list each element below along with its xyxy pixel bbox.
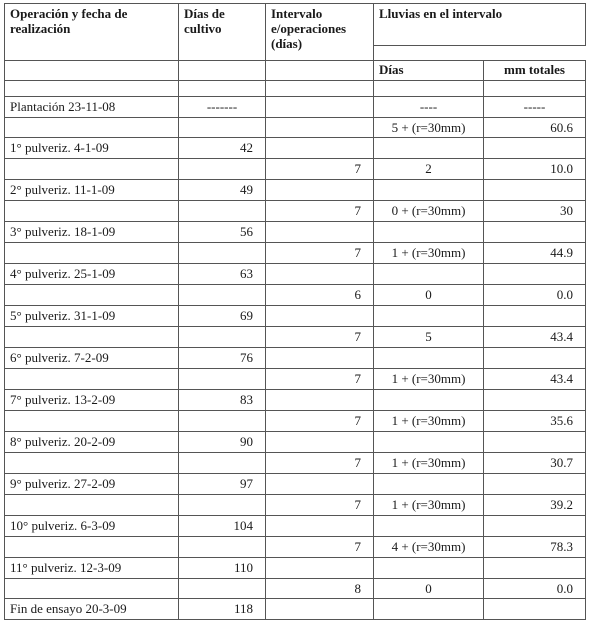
lluvia-dias-cell: 1 + (r=30mm) (374, 369, 484, 390)
operation-cell: 6° pulveriz. 7-2-09 (5, 348, 179, 369)
lluvia-mm-cell (484, 432, 586, 453)
operation-row (5, 97, 586, 118)
intervalo-cell (266, 222, 374, 243)
lluvia-dias-cell: 1 + (r=30mm) (374, 495, 484, 516)
interval-row (5, 537, 586, 558)
operation-cell: 8° pulveriz. 20-2-09 (5, 432, 179, 453)
dias-cultivo-cell: 83 (179, 390, 266, 411)
operation-cell (5, 495, 179, 516)
dias-cultivo-cell (179, 327, 266, 348)
interval-row (5, 453, 586, 474)
dias-cultivo-cell (179, 118, 266, 138)
lluvia-dias-cell (374, 180, 484, 201)
lluvia-dias-cell (374, 264, 484, 285)
intervalo-cell (266, 558, 374, 579)
interval-row (5, 159, 586, 180)
lluvia-mm-cell: 39.2 (484, 495, 586, 516)
dias-cultivo-cell: 49 (179, 180, 266, 201)
intervalo-cell (266, 118, 374, 138)
lluvia-mm-cell: 0.0 (484, 579, 586, 599)
dias-cultivo-cell: 76 (179, 348, 266, 369)
lluvia-mm-cell (484, 348, 586, 369)
operation-cell: 10° pulveriz. 6-3-09 (5, 516, 179, 537)
operation-cell: 4° pulveriz. 25-1-09 (5, 264, 179, 285)
lluvia-mm-cell (484, 222, 586, 243)
dias-cultivo-cell: 56 (179, 222, 266, 243)
lluvia-dias-cell (374, 474, 484, 495)
intervalo-cell: 7 (266, 495, 374, 516)
interval-row (5, 285, 586, 306)
intervalo-cell (266, 599, 374, 620)
lluvia-dias-cell: 4 + (r=30mm) (374, 537, 484, 558)
lluvia-dias-cell (374, 599, 484, 620)
dias-cultivo-cell (179, 285, 266, 306)
operation-cell (5, 579, 179, 599)
lluvia-dias-cell: 1 + (r=30mm) (374, 243, 484, 264)
dias-cultivo-cell: ------- (179, 97, 266, 118)
dias-cultivo-cell (179, 579, 266, 599)
lluvia-dias-cell: 5 + (r=30mm) (374, 118, 484, 138)
operation-cell (5, 537, 179, 558)
operation-row (5, 348, 586, 369)
operation-cell: 3° pulveriz. 18-1-09 (5, 222, 179, 243)
intervalo-cell (266, 97, 374, 118)
intervalo-cell: 7 (266, 453, 374, 474)
lluvia-mm-cell (484, 390, 586, 411)
interval-row (5, 495, 586, 516)
header-lluvias: Lluvias en el intervalo (374, 4, 586, 46)
subheader-blank-2 (179, 61, 266, 81)
operation-row (5, 432, 586, 453)
interval-row (5, 327, 586, 348)
intervalo-cell: 7 (266, 243, 374, 264)
dias-cultivo-cell: 118 (179, 599, 266, 620)
operation-cell: 9° pulveriz. 27-2-09 (5, 474, 179, 495)
intervalo-cell (266, 180, 374, 201)
operation-cell (5, 327, 179, 348)
dias-cultivo-cell (179, 201, 266, 222)
dias-cultivo-cell (179, 159, 266, 180)
dias-cultivo-cell: 63 (179, 264, 266, 285)
operation-cell (5, 118, 179, 138)
operation-row (5, 516, 586, 537)
dias-cultivo-cell (179, 243, 266, 264)
spacer-row (5, 81, 586, 97)
lluvia-dias-cell (374, 138, 484, 159)
header-mm-totales: mm totales (484, 61, 586, 81)
lluvia-dias-cell (374, 432, 484, 453)
operation-row (5, 474, 586, 495)
operation-cell: 2° pulveriz. 11-1-09 (5, 180, 179, 201)
lluvia-mm-cell (484, 599, 586, 620)
operation-cell: 1° pulveriz. 4-1-09 (5, 138, 179, 159)
intervalo-cell: 6 (266, 285, 374, 306)
intervalo-cell (266, 516, 374, 537)
intervalo-cell (266, 474, 374, 495)
lluvia-mm-cell: 10.0 (484, 159, 586, 180)
intervalo-cell: 7 (266, 159, 374, 180)
header-dias: Días (374, 61, 484, 81)
intervalo-cell: 7 (266, 537, 374, 558)
operation-cell (5, 285, 179, 306)
operation-row (5, 180, 586, 201)
interval-row (5, 243, 586, 264)
intervalo-cell (266, 390, 374, 411)
lluvia-mm-cell: 30 (484, 201, 586, 222)
intervalo-cell (266, 348, 374, 369)
operation-cell: 11° pulveriz. 12-3-09 (5, 558, 179, 579)
lluvia-dias-cell (374, 516, 484, 537)
header-dias-cultivo: Días de cultivo (179, 4, 266, 61)
operation-cell: Plantación 23-11-08 (5, 97, 179, 118)
lluvia-mm-cell: 60.6 (484, 118, 586, 138)
lluvia-dias-cell: 0 (374, 285, 484, 306)
interval-row (5, 411, 586, 432)
dias-cultivo-cell: 97 (179, 474, 266, 495)
lluvia-mm-cell: 35.6 (484, 411, 586, 432)
lluvia-dias-cell: ---- (374, 97, 484, 118)
lluvia-mm-cell: 30.7 (484, 453, 586, 474)
lluvia-mm-cell: 78.3 (484, 537, 586, 558)
lluvia-mm-cell: 0.0 (484, 285, 586, 306)
operation-row (5, 222, 586, 243)
operation-cell (5, 243, 179, 264)
intervalo-cell (266, 264, 374, 285)
lluvia-mm-cell (484, 558, 586, 579)
lluvia-mm-cell (484, 306, 586, 327)
intervalo-cell (266, 306, 374, 327)
dias-cultivo-cell: 90 (179, 432, 266, 453)
dias-cultivo-cell (179, 495, 266, 516)
dias-cultivo-cell (179, 537, 266, 558)
operation-row (5, 558, 586, 579)
operation-cell: 5° pulveriz. 31-1-09 (5, 306, 179, 327)
lluvia-mm-cell (484, 264, 586, 285)
header-intervalo: Intervalo e/operaciones (días) (266, 4, 374, 61)
dias-cultivo-cell: 69 (179, 306, 266, 327)
lluvia-mm-cell: ----- (484, 97, 586, 118)
subheader-blank-1 (5, 61, 179, 81)
lluvia-dias-cell: 0 (374, 579, 484, 599)
intervalo-cell: 7 (266, 369, 374, 390)
operation-row (5, 264, 586, 285)
lluvia-dias-cell (374, 306, 484, 327)
lluvia-mm-cell: 44.9 (484, 243, 586, 264)
operation-cell: 7° pulveriz. 13-2-09 (5, 390, 179, 411)
lluvia-dias-cell (374, 348, 484, 369)
operation-row (5, 306, 586, 327)
lluvia-dias-cell (374, 558, 484, 579)
intervalo-cell: 7 (266, 201, 374, 222)
lluvia-dias-cell: 1 + (r=30mm) (374, 411, 484, 432)
dias-cultivo-cell (179, 369, 266, 390)
rainfall-operations-table (4, 3, 586, 620)
interval-row (5, 201, 586, 222)
interval-row (5, 369, 586, 390)
operation-cell (5, 201, 179, 222)
subheader-blank-3 (266, 61, 374, 81)
operation-cell (5, 453, 179, 474)
dias-cultivo-cell: 110 (179, 558, 266, 579)
lluvia-dias-cell: 0 + (r=30mm) (374, 201, 484, 222)
interval-row (5, 579, 586, 599)
subheader-row (5, 61, 586, 81)
lluvia-mm-cell (484, 180, 586, 201)
intervalo-cell (266, 432, 374, 453)
lluvia-dias-cell: 1 + (r=30mm) (374, 453, 484, 474)
operation-cell (5, 369, 179, 390)
intervalo-cell: 7 (266, 327, 374, 348)
operation-cell: Fin de ensayo 20-3-09 (5, 599, 179, 620)
operation-row (5, 390, 586, 411)
lluvia-dias-cell: 5 (374, 327, 484, 348)
dias-cultivo-cell (179, 411, 266, 432)
intervalo-cell (266, 138, 374, 159)
lluvia-dias-cell (374, 222, 484, 243)
dias-cultivo-cell (179, 453, 266, 474)
intervalo-cell: 8 (266, 579, 374, 599)
lluvia-mm-cell (484, 516, 586, 537)
interval-row (5, 118, 586, 138)
intervalo-cell: 7 (266, 411, 374, 432)
dias-cultivo-cell: 104 (179, 516, 266, 537)
lluvia-mm-cell: 43.4 (484, 327, 586, 348)
lluvia-dias-cell: 2 (374, 159, 484, 180)
lluvia-mm-cell: 43.4 (484, 369, 586, 390)
lluvia-dias-cell (374, 390, 484, 411)
operation-row (5, 599, 586, 620)
operation-cell (5, 159, 179, 180)
operation-cell (5, 411, 179, 432)
dias-cultivo-cell: 42 (179, 138, 266, 159)
lluvia-mm-cell (484, 474, 586, 495)
header-row (5, 4, 586, 46)
lluvia-mm-cell (484, 138, 586, 159)
header-operacion: Operación y fecha de realización (5, 4, 179, 61)
operation-row (5, 138, 586, 159)
